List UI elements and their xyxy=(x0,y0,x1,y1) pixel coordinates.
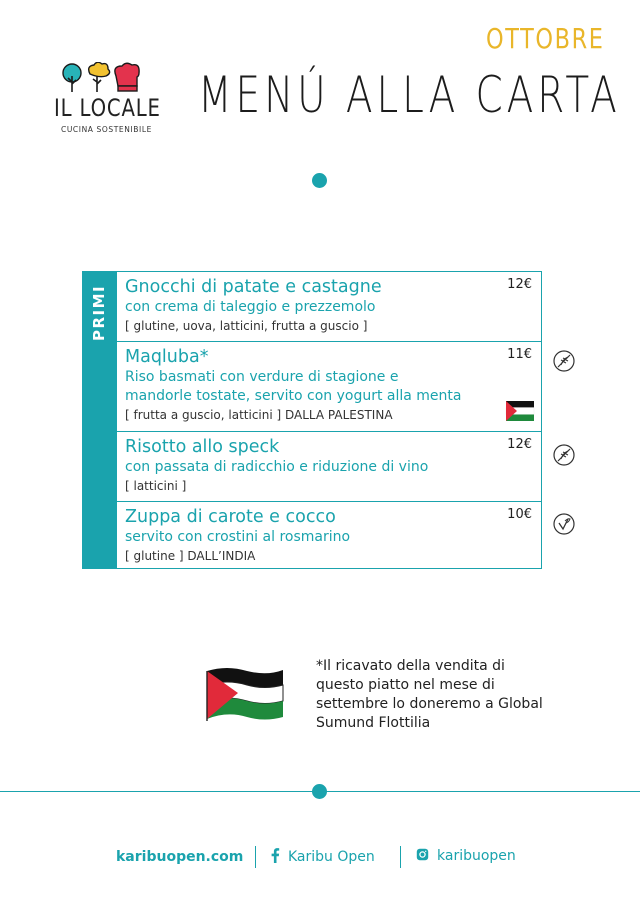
menu-section xyxy=(82,271,542,569)
item-price: 12€ xyxy=(507,277,532,292)
website-link[interactable]: karibuopen.com xyxy=(116,849,244,865)
item-name: Risotto allo speck xyxy=(125,437,280,457)
item-name: Gnocchi di patate e castagne xyxy=(125,277,382,297)
facebook-icon xyxy=(270,848,280,863)
no-wheat-icon xyxy=(552,349,576,373)
divider-dot-top xyxy=(312,173,327,188)
instagram-icon xyxy=(416,848,429,861)
facebook-label: Karibu Open xyxy=(288,849,375,865)
palestine-flag-icon xyxy=(505,400,535,422)
palestine-flag-icon xyxy=(204,665,286,725)
item-price: 12€ xyxy=(507,437,532,452)
item-allergens: [ latticini ] xyxy=(125,479,187,493)
logo-illustration xyxy=(52,62,152,94)
donation-note: *Il ricavato della vendita di questo piatto nel mese di settembre lo doneremo a Global Sumund Flottilia xyxy=(316,658,543,731)
menu-item xyxy=(116,341,542,431)
footer xyxy=(0,848,640,868)
item-description: Riso basmati con verdure di stagione e xyxy=(125,369,399,385)
item-allergens: [ glutine, uova, latticini, frutta a guscio ] xyxy=(125,319,368,333)
item-price: 11€ xyxy=(507,347,532,362)
item-name: Maqluba* xyxy=(125,347,209,367)
section-label: PRIMI xyxy=(90,284,108,341)
section-band xyxy=(82,271,116,569)
logo-tagline: CUCINA SOSTENIBILE xyxy=(61,125,152,134)
vegan-icon xyxy=(552,512,576,536)
footer-separator xyxy=(255,846,256,868)
menu-item xyxy=(116,431,542,501)
item-description: con passata di radicchio e riduzione di vino xyxy=(125,459,429,475)
item-price: 10€ xyxy=(507,507,532,522)
menu-item xyxy=(116,501,542,569)
menu-item xyxy=(116,271,542,341)
page-title: MENÚ ALLA CARTA xyxy=(198,66,621,124)
footer-separator xyxy=(400,846,401,868)
month-label: OTTOBRE xyxy=(486,22,605,55)
item-description: con crema di taleggio e prezzemolo xyxy=(125,299,376,315)
item-description: servito con crostini al rosmarino xyxy=(125,529,351,545)
logo xyxy=(52,62,152,94)
divider-dot-bottom xyxy=(312,784,327,799)
instagram-label: karibuopen xyxy=(437,848,516,864)
instagram-link[interactable] xyxy=(416,848,516,864)
logo-name: IL LOCALE xyxy=(54,94,161,122)
item-allergens: [ frutta a guscio, latticini ] DALLA PALESTINA xyxy=(125,408,393,422)
facebook-link[interactable] xyxy=(270,848,375,865)
item-name: Zuppa di carote e cocco xyxy=(125,507,336,527)
no-wheat-icon xyxy=(552,443,576,467)
item-description: mandorle tostate, servito con yogurt alla menta xyxy=(125,388,462,404)
item-allergens: [ glutine ] DALL’INDIA xyxy=(125,549,256,563)
